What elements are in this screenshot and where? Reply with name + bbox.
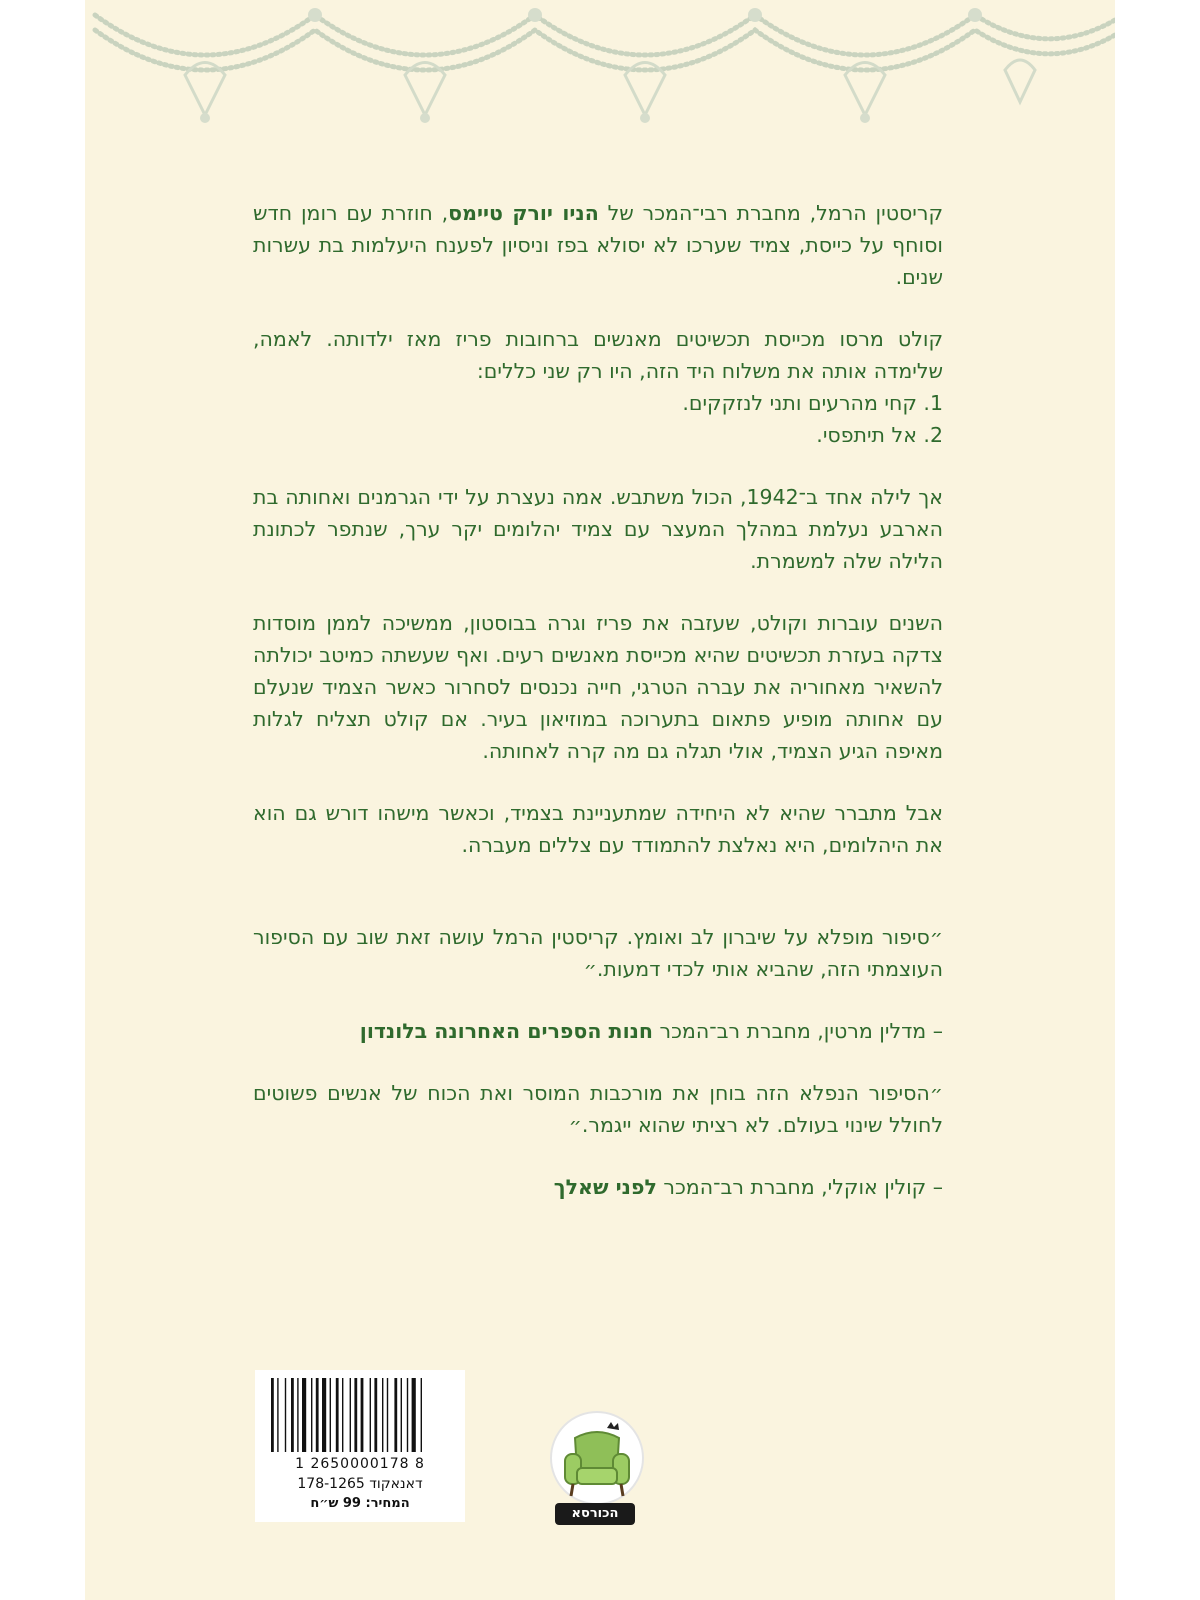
spacer <box>253 891 943 921</box>
review-quote-2 <box>253 1077 943 1203</box>
barcode-digits: 1 2650000178 8 <box>295 1456 425 1472</box>
blurb-paragraph-2: קולט מרסו מכייסת תכשיטים מאנשים ברחובות פריז מאז ילדותה. לאמה, שלימדה אותה את משלוח היד הזה, היו רק שני כללים: <box>253 327 943 383</box>
quote-attribution <box>253 1171 943 1203</box>
blurb-text: , חוזרת עם רומן חדש וסוחף על כייסת, צמיד שערכו לא יסולא בפז וניסיון לפענח היעלמות בת עשרות שנים. <box>253 201 943 289</box>
rule-1: 1. קחי מהרעים ותני לנזקקים. <box>682 391 943 415</box>
attribution-text: – מדלין מרטין, מחברת רב־המכר <box>652 1019 943 1043</box>
blurb-paragraph-5: אבל מתברר שהיא לא היחידה שמתעניינת בצמיד, וכאשר מישהו דורש גם הוא את היהלומים, היא נאלצת להתמודד עם צללים מעברה. <box>253 801 943 857</box>
review-quote-1 <box>253 921 943 1047</box>
price: המחיר: 99 ש״ח <box>310 1496 410 1511</box>
blurb-paragraph-3: אך לילה אחד ב־1942, הכול משתבש. אמה נעצרת על ידי הגרמנים ואחותה בת הארבע נעלמת במהלך המעצר עם צמיד יהלומים יקר ערך, שנתפר לכתונת הלילה שלה למשמרת. <box>253 485 943 573</box>
blurb-paragraph-4: השנים עוברות וקולט, שעזבה את פריז וגרה בבוסטון, ממשיכה לממן מוסדות צדקה בעזרת תכשיטים שהיא מכייסת מאנשים רעים. ואף שעשתה כמיטב יכולתה להשאיר מאחוריה את עברה הטרגי, חייה נכנסים לסחרור כאשר הצמיד שנעלם עם אחותה מופיע פתאום בתערוכה במוזיאון בעיר. אם קולט תצליח לגלות מאיפה הגיע הצמיד, אולי תגלה גם מה קרה לאחותה. <box>253 611 943 763</box>
newspaper-name: הניו יורק טיימס <box>448 201 599 225</box>
quote-attribution <box>253 1015 943 1047</box>
publisher-name: הכורסא <box>555 1503 635 1525</box>
rule-2: 2. אל תיתפסי. <box>816 423 943 447</box>
blurb-text: קריסטין הרמל, מחברת רבי־המכר של <box>598 201 943 225</box>
quote-text: ״הסיפור הנפלא הזה בוחן את מורכבות המוסר ואת הכוח של אנשים פשוטים לחולל שינוי בעולם. לא רציתי שהוא ייגמר.״ <box>253 1081 943 1137</box>
pearl-garland-ornament <box>85 0 1115 130</box>
attribution-text: – קולין אוקלי, מחברת רב־המכר <box>656 1175 943 1199</box>
quote-text: ״סיפור מופלא על שיברון לב ואומץ. קריסטין הרמל עושה זאת שוב עם הסיפור העוצמתי הזה, שהביא אותי לכדי דמעות.״ <box>253 925 943 981</box>
back-cover-text <box>253 197 943 1233</box>
barcode-icon <box>267 1378 453 1452</box>
blurb-paragraph-1 <box>253 197 943 293</box>
danacode: דאנאקוד 178-1265 <box>297 1476 423 1492</box>
barcode-label <box>255 1370 465 1522</box>
book-title: לפני שאלך <box>553 1175 657 1199</box>
book-title: חנות הספרים האחרונה בלונדון <box>359 1019 653 1043</box>
back-cover <box>85 0 1115 1600</box>
